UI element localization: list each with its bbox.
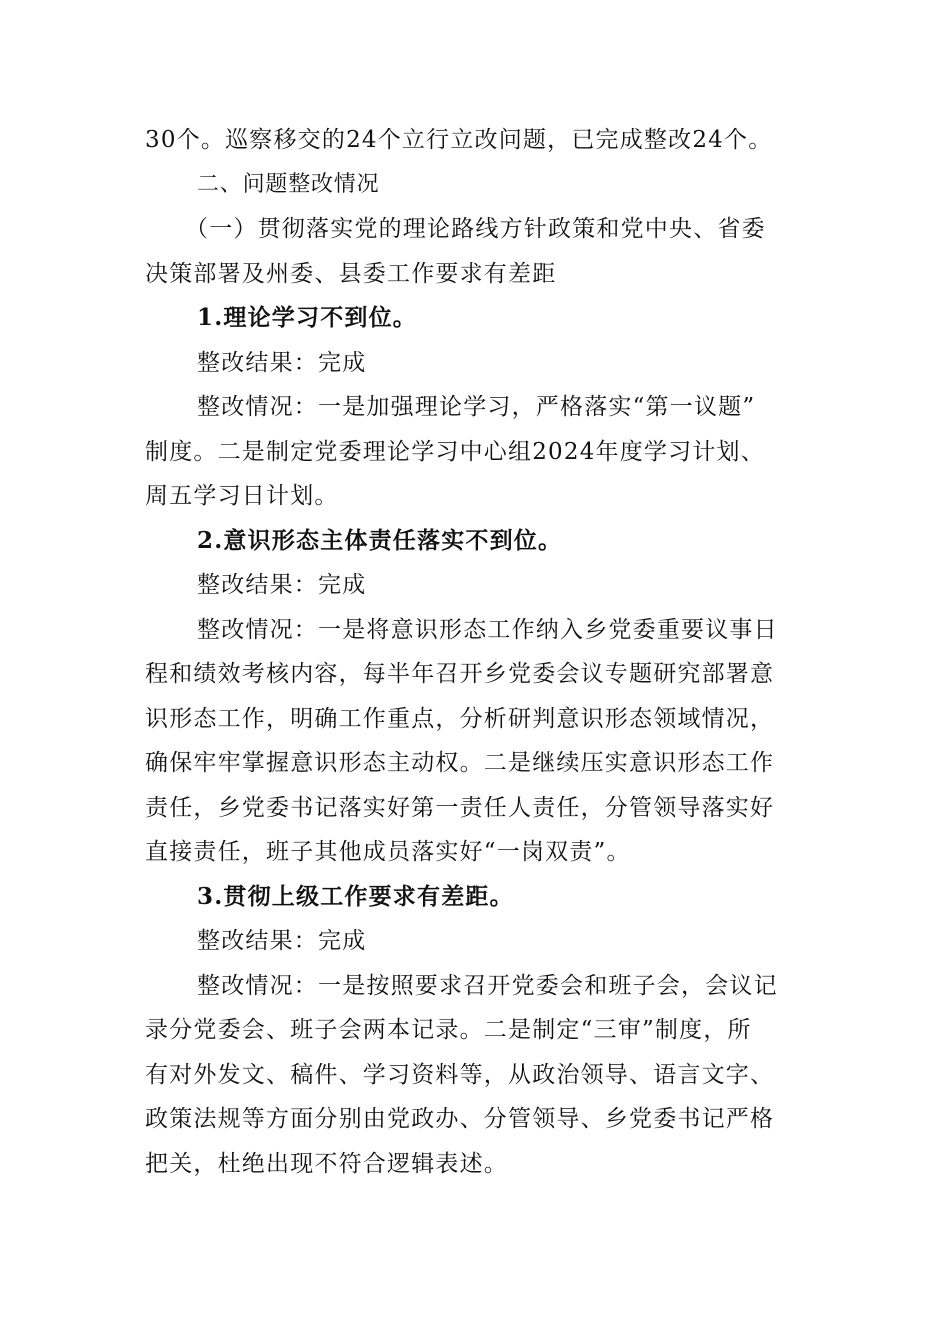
paragraph-line: 整改情况：一是按照要求召开党委会和班子会，会议记 <box>197 972 778 999</box>
item-heading: 3.贯彻上级工作要求有差距。 <box>197 882 514 910</box>
subsection-heading-line: （一）贯彻落实党的理论路线方针政策和党中央、省委 <box>185 216 766 242</box>
item-heading: 2.意识形态主体责任落实不到位。 <box>197 526 563 554</box>
paragraph-line: 制度。二是制定党委理论学习中心组2024年度学习计划、 <box>145 438 765 465</box>
section-heading: 二、问题整改情况 <box>197 171 380 197</box>
paragraph-line: 整改情况：一是将意识形态工作纳入乡党委重要议事日 <box>197 616 778 643</box>
result-line: 整改结果：完成 <box>197 928 367 954</box>
paragraph-line: 有对外发文、稿件、学习资料等，从政治领导、语言文字、 <box>145 1061 775 1088</box>
paragraph-line: 直接责任，班子其他成员落实好“一岗双责”。 <box>145 839 631 865</box>
paragraph-line: 把关，杜绝出现不符合逻辑表述。 <box>145 1150 508 1177</box>
subsection-heading-line: 决策部署及州委、县委工作要求有差距 <box>145 260 557 287</box>
paragraph-line: 识形态工作，明确工作重点，分析研判意识形态领域情况， <box>145 705 775 732</box>
paragraph-line: 30个。巡察移交的24个立行立改问题，已完成整改24个。 <box>145 127 773 153</box>
paragraph-line: 周五学习日计划。 <box>145 483 339 509</box>
item-heading: 1.理论学习不到位。 <box>197 304 418 331</box>
paragraph-line: 录分党委会、班子会两本记录。二是制定“三审”制度，所 <box>145 1017 752 1043</box>
result-line: 整改结果：完成 <box>197 349 367 376</box>
paragraph-line: 整改情况：一是加强理论学习，严格落实“第一议题” <box>197 394 756 420</box>
result-line: 整改结果：完成 <box>197 572 367 598</box>
paragraph-line: 责任，乡党委书记落实好第一责任人责任，分管领导落实好 <box>145 794 775 821</box>
document-body <box>145 118 810 1186</box>
paragraph-line: 程和绩效考核内容，每半年召开乡党委会议专题研究部署意 <box>145 661 775 687</box>
paragraph-line: 确保牢牢掌握意识形态主动权。二是继续压实意识形态工作 <box>145 750 775 776</box>
paragraph-line: 政策法规等方面分别由党政办、分管领导、乡党委书记严格 <box>145 1106 775 1132</box>
